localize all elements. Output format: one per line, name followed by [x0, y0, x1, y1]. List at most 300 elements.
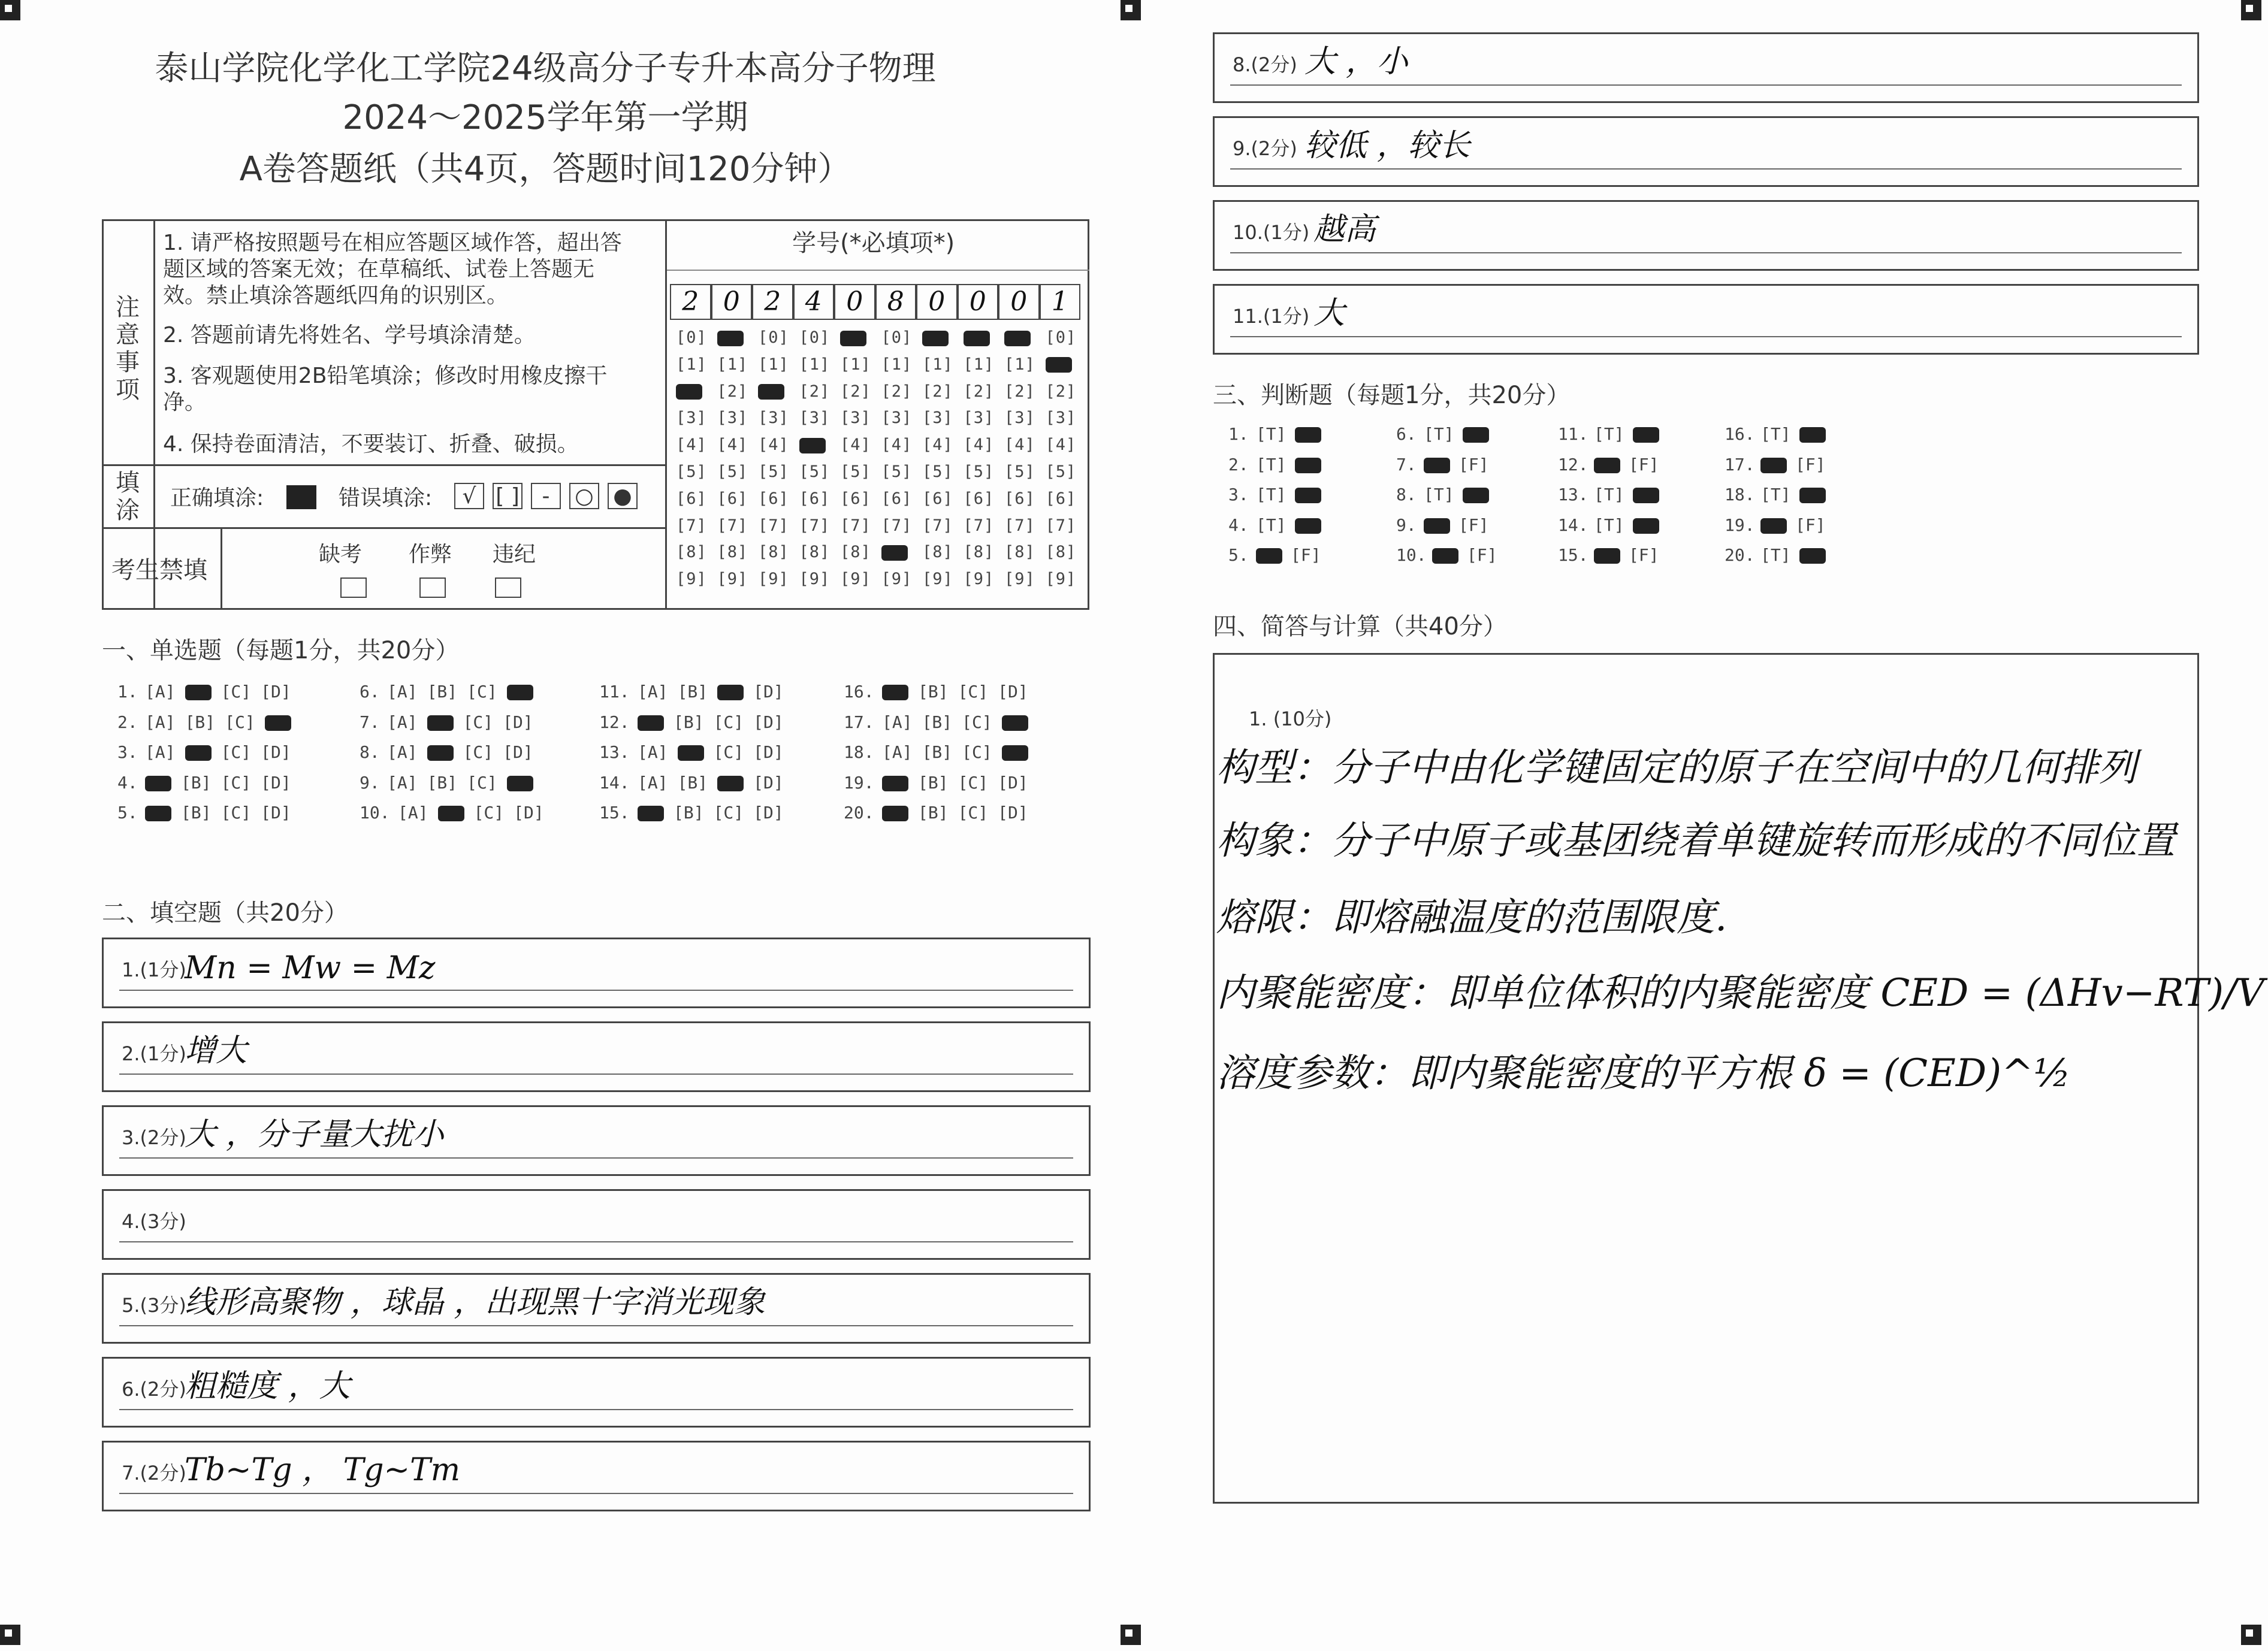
fill-blank-box[interactable] [102, 938, 1091, 1008]
mc-option-filled[interactable] [882, 776, 908, 791]
student-id-bubble[interactable]: [7] [758, 516, 789, 535]
student-id-bubble[interactable]: [2] [963, 382, 995, 401]
mc-option[interactable]: [B] [181, 803, 212, 823]
fill-blank-line [119, 1241, 1073, 1242]
mc-question-number: 19. [844, 772, 874, 793]
mc-option[interactable]: [A] [638, 682, 668, 701]
student-id-bubble[interactable]: [5] [1045, 462, 1077, 481]
mc-option[interactable]: [B] [427, 682, 458, 701]
student-id-bubble[interactable]: [9] [840, 570, 871, 589]
mc-option-filled[interactable] [1002, 715, 1028, 731]
tf-option-filled[interactable] [1295, 518, 1321, 534]
student-id-bubble[interactable]: [1] [963, 355, 995, 374]
student-id-bubble[interactable]: [4] [676, 436, 707, 455]
student-id-bubble-filled[interactable] [717, 328, 744, 347]
student-id-bubble-filled[interactable] [758, 382, 784, 401]
mc-option[interactable]: [C] [962, 712, 992, 732]
mc-question-row [599, 803, 793, 823]
student-id-bubble[interactable]: [9] [922, 570, 953, 589]
student-id-bubble[interactable]: [0] [676, 328, 707, 347]
mc-option[interactable]: [B] [922, 712, 953, 732]
tf-option[interactable]: [T] [1424, 424, 1454, 444]
mc-option[interactable]: [D] [998, 682, 1028, 701]
student-id-bubble[interactable]: [1] [881, 355, 913, 374]
mc-option[interactable]: [A] [387, 772, 418, 793]
mc-option-filled[interactable] [1002, 745, 1028, 761]
student-id-bubble[interactable]: [8] [963, 543, 995, 562]
mc-option[interactable]: [C] [958, 772, 989, 793]
student-id-digit: 0 [916, 284, 958, 320]
notice-item-2: 2. 答题前请先将姓名、学号填涂清楚。 [163, 323, 536, 347]
tf-option-filled[interactable] [1799, 427, 1826, 443]
mc-question-number: 2. [117, 712, 138, 732]
mc-option-filled[interactable] [438, 806, 464, 821]
student-id-bubble[interactable]: [4] [963, 436, 995, 455]
tf-option[interactable]: [F] [1629, 454, 1659, 474]
student-id-bubble[interactable]: [7] [1045, 516, 1077, 535]
student-id-bubble-filled[interactable] [964, 328, 990, 347]
student-id-bubble[interactable]: [3] [799, 409, 831, 428]
mc-option[interactable]: [C] [958, 803, 989, 823]
student-id-bubble[interactable]: [3] [840, 409, 871, 428]
fill-wrong-label: 错误填涂: [339, 486, 433, 510]
mc-option[interactable]: [D] [261, 742, 291, 762]
tf-option[interactable]: [F] [1629, 545, 1659, 565]
student-id-bubble[interactable]: [9] [963, 570, 995, 589]
student-id-bubble[interactable]: [6] [840, 489, 871, 508]
tf-option-filled[interactable] [1633, 488, 1659, 503]
tf-option[interactable]: [T] [1760, 485, 1791, 504]
student-id-bubble[interactable]: [5] [676, 462, 707, 481]
student-id-bubble[interactable]: [3] [922, 409, 953, 428]
mc-option-filled[interactable] [185, 745, 212, 761]
student-id-bubble[interactable]: [0] [799, 328, 831, 347]
fill-blank-line [119, 1409, 1073, 1410]
mc-option[interactable]: [A] [387, 742, 418, 762]
mc-option[interactable]: [B] [918, 803, 949, 823]
mc-option[interactable]: [B] [918, 682, 949, 701]
student-id-bubble[interactable]: [0] [1045, 328, 1077, 347]
student-id-bubble[interactable]: [5] [799, 462, 831, 481]
tf-option[interactable]: [T] [1594, 515, 1624, 535]
tf-option-filled[interactable] [1760, 458, 1787, 473]
mc-option[interactable]: [C] [713, 803, 744, 823]
student-id-bubble[interactable]: [9] [799, 570, 831, 589]
student-id-digit: 0 [958, 284, 999, 320]
student-id-bubble[interactable]: [6] [881, 489, 913, 508]
mc-option[interactable]: [D] [753, 682, 784, 701]
student-id-bubble[interactable]: [0] [758, 328, 789, 347]
tf-option[interactable]: [F] [1795, 515, 1826, 535]
fill-blank-answer: Mn = Mw = Mz [185, 950, 436, 986]
mc-question-row [117, 742, 301, 762]
mc-option[interactable]: [A] [145, 682, 176, 701]
student-id-bubble[interactable]: [6] [1045, 489, 1077, 508]
mc-question-row [360, 803, 554, 823]
student-id-bubble[interactable]: [9] [717, 570, 748, 589]
corner-mark-bottom-center [1121, 1625, 1141, 1645]
student-id-bubble[interactable]: [7] [922, 516, 953, 535]
mc-option[interactable]: [A] [882, 742, 913, 762]
mc-option[interactable]: [B] [677, 682, 708, 701]
student-id-bubble[interactable]: [2] [717, 382, 748, 401]
tf-option-filled[interactable] [1424, 458, 1450, 473]
section2-title: 二、填空题（共20分） [102, 899, 348, 927]
fill-blank-label: 5.(3分) [122, 1294, 186, 1317]
fill-blank-answer: 大 ，小 [1304, 44, 1408, 80]
tf-option-filled[interactable] [1295, 458, 1321, 473]
student-id-bubble[interactable]: [7] [1004, 516, 1035, 535]
mc-question-number: 6. [360, 682, 380, 701]
notice-label: 注意事项 [116, 294, 140, 404]
mc-option[interactable]: [D] [998, 803, 1028, 823]
forbidden-cheat: 作弊 [409, 542, 452, 567]
tf-question-row [1558, 545, 1668, 565]
student-id-bubble[interactable]: [2] [840, 382, 871, 401]
mc-option[interactable]: [D] [261, 682, 291, 701]
tf-option-filled[interactable] [1799, 548, 1826, 564]
tf-option-filled[interactable] [1799, 488, 1826, 503]
student-id-bubble[interactable]: [7] [963, 516, 995, 535]
forbidden-violation-box[interactable] [495, 577, 521, 598]
tf-option-filled[interactable] [1424, 518, 1450, 534]
student-id-bubble[interactable]: [4] [840, 436, 871, 455]
student-id-bubble[interactable]: [5] [922, 462, 953, 481]
mc-option[interactable]: [B] [677, 772, 708, 793]
student-id-bubble[interactable]: [7] [717, 516, 748, 535]
student-id-bubble[interactable]: [1] [758, 355, 789, 374]
mc-option[interactable]: [A] [638, 742, 668, 762]
student-id-bubble[interactable]: [5] [1004, 462, 1035, 481]
student-id-bubble[interactable]: [4] [922, 436, 953, 455]
mc-question-row [117, 712, 301, 732]
student-id-bubble[interactable]: [5] [758, 462, 789, 481]
tf-question-number: 3. [1228, 485, 1249, 504]
mc-option[interactable]: [B] [674, 803, 704, 823]
tf-option[interactable]: [F] [1467, 545, 1497, 565]
student-id-bubble-filled[interactable] [1046, 355, 1072, 374]
student-id-bubble[interactable]: [8] [1045, 543, 1077, 562]
mc-question-number: 18. [844, 742, 874, 762]
tf-option-filled[interactable] [1295, 427, 1321, 443]
mc-question-row [360, 742, 543, 762]
mc-option[interactable]: [C] [221, 742, 252, 762]
tf-option[interactable]: [T] [1594, 485, 1624, 504]
fill-blank-answer: 大 ，分子量大扰小 [185, 1117, 444, 1153]
mc-option[interactable]: [C] [221, 682, 252, 701]
student-id-bubble[interactable]: [9] [1045, 570, 1077, 589]
tf-question-row [1725, 424, 1834, 444]
fill-blank-answer: 大 [1313, 295, 1345, 331]
tf-option[interactable]: [F] [1458, 454, 1489, 474]
fill-blank-label: 9.(2分) [1233, 137, 1297, 160]
student-id-bubble[interactable]: [4] [1004, 436, 1035, 455]
mc-question-number: 16. [844, 682, 874, 701]
tf-option[interactable]: [F] [1458, 515, 1489, 535]
student-id-bubble[interactable]: [9] [758, 570, 789, 589]
student-id-bubble[interactable]: [8] [717, 543, 748, 562]
fill-blank-label: 8.(2分) [1233, 53, 1297, 76]
mc-option[interactable]: [C] [958, 682, 989, 701]
forbidden-absent: 缺考 [319, 542, 363, 567]
mc-option[interactable]: [D] [753, 772, 784, 793]
student-id-bubble-filled[interactable] [799, 436, 826, 454]
student-id-bubble-filled[interactable] [676, 382, 702, 401]
mc-option[interactable]: [C] [221, 772, 252, 793]
mc-option[interactable]: [C] [463, 712, 494, 732]
student-id-bubble[interactable]: [9] [1004, 570, 1035, 589]
tf-option-filled[interactable] [1256, 548, 1282, 564]
exam-title-line2: 2024～2025学年第一学期 [342, 98, 748, 137]
essay-q1-label: 1. (10分) [1249, 707, 1332, 730]
tf-question-number: 8. [1396, 485, 1417, 504]
tf-question-row [1558, 485, 1668, 504]
student-id-bubble[interactable]: [7] [881, 516, 913, 535]
tf-option[interactable]: [T] [1256, 485, 1286, 504]
mc-option[interactable]: [D] [503, 742, 533, 762]
mc-option-filled[interactable] [638, 715, 664, 731]
tf-option[interactable]: [T] [1594, 424, 1624, 444]
student-id-bubble-filled[interactable] [881, 543, 908, 561]
mc-option[interactable]: [D] [753, 712, 784, 732]
student-id-bubble[interactable]: [6] [676, 489, 707, 508]
mc-option[interactable]: [C] [713, 742, 744, 762]
tf-option[interactable]: [T] [1256, 454, 1286, 474]
mc-option-filled[interactable] [145, 806, 171, 821]
student-id-bubble[interactable]: [5] [840, 462, 871, 481]
mc-option-filled[interactable] [882, 685, 908, 700]
student-id-bubble[interactable]: [6] [799, 489, 831, 508]
student-id-bubble[interactable]: [2] [1004, 382, 1035, 401]
fill-blank-label: 10.(1分) [1233, 221, 1310, 244]
student-id-bubble[interactable]: [8] [1004, 543, 1035, 562]
mc-question-row [844, 773, 1038, 793]
student-id-bubble[interactable]: [5] [717, 462, 748, 481]
mc-option[interactable]: [D] [261, 772, 291, 793]
mc-option[interactable]: [C] [221, 803, 252, 823]
student-id-bubble-filled[interactable] [1004, 328, 1031, 347]
mc-option[interactable]: [B] [181, 772, 212, 793]
mc-option-filled[interactable] [427, 715, 454, 731]
forbidden-absent-box[interactable] [340, 577, 367, 598]
essay-line-3: 熔限：即熔融温度的范围限度. [1216, 896, 1728, 940]
mc-question-number: 8. [360, 742, 380, 762]
mc-option-filled[interactable] [638, 806, 664, 821]
corner-mark-top-center [1121, 0, 1141, 20]
student-id-bubble[interactable]: [1] [1004, 355, 1035, 374]
student-id-bubble[interactable]: [9] [881, 570, 913, 589]
mc-option[interactable]: [C] [463, 742, 494, 762]
mc-option[interactable]: [D] [998, 772, 1028, 793]
tf-option-filled[interactable] [1594, 548, 1620, 564]
student-id-bubble[interactable]: [2] [799, 382, 831, 401]
mc-question-row [360, 682, 543, 701]
student-id-bubble[interactable]: [4] [758, 436, 789, 455]
student-id-bubble[interactable]: [1] [840, 355, 871, 374]
student-id-bubble[interactable]: [6] [963, 489, 995, 508]
fill-blank-line [1230, 252, 2182, 253]
student-id-bubble[interactable]: [0] [881, 328, 913, 347]
mc-option[interactable]: [C] [467, 682, 497, 701]
fill-blank-line [119, 1074, 1073, 1075]
mc-option[interactable]: [D] [753, 803, 784, 823]
student-id-bubble[interactable]: [6] [717, 489, 748, 508]
mc-option[interactable]: [A] [387, 712, 418, 732]
student-id-bubble[interactable]: [4] [1045, 436, 1077, 455]
student-id-bubble[interactable]: [6] [1004, 489, 1035, 508]
student-id-bubble[interactable]: [3] [963, 409, 995, 428]
student-id-digit: 2 [670, 284, 711, 320]
student-id-bubble[interactable]: [3] [758, 409, 789, 428]
mc-option-filled[interactable] [265, 715, 291, 731]
mc-option[interactable]: [B] [922, 742, 953, 762]
student-id-bubble[interactable]: [1] [717, 355, 748, 374]
mc-option[interactable]: [C] [225, 712, 255, 732]
tf-option[interactable]: [T] [1424, 485, 1454, 504]
mc-option[interactable]: [D] [261, 803, 291, 823]
student-id-digit: 0 [834, 284, 875, 320]
student-id-bubble[interactable]: [7] [676, 516, 707, 535]
fill-blank-box[interactable] [102, 1189, 1091, 1260]
mc-question-row [117, 803, 301, 823]
tf-question-row [1228, 515, 1330, 535]
tf-option-filled[interactable] [1633, 518, 1659, 534]
tf-option[interactable]: [T] [1760, 545, 1791, 565]
student-id-bubble[interactable]: [8] [676, 543, 707, 562]
student-id-bubble-filled[interactable] [840, 328, 866, 347]
fill-correct-label: 正确填涂: [170, 486, 264, 510]
fill-blank-label: 11.(1分) [1233, 305, 1310, 328]
mc-option[interactable]: [D] [503, 712, 533, 732]
student-id-bubble[interactable]: [1] [676, 355, 707, 374]
student-id-bubble[interactable]: [3] [717, 409, 748, 428]
fill-blank-box[interactable] [1213, 32, 2199, 103]
student-id-bubble[interactable]: [3] [1045, 409, 1077, 428]
student-id-bubble[interactable]: [6] [758, 489, 789, 508]
student-id-bubble[interactable]: [5] [881, 462, 913, 481]
student-id-bubble[interactable]: [1] [799, 355, 831, 374]
tf-option[interactable]: [F] [1795, 454, 1826, 474]
student-id-bubble[interactable]: [8] [922, 543, 953, 562]
tf-option-filled[interactable] [1633, 427, 1659, 443]
mc-option-filled[interactable] [507, 776, 533, 791]
student-id-bubble[interactable]: [8] [840, 543, 871, 562]
fill-blank-box[interactable] [102, 1273, 1091, 1344]
tf-option[interactable]: [F] [1291, 545, 1321, 565]
student-id-bubble[interactable]: [3] [881, 409, 913, 428]
mc-option[interactable]: [D] [753, 742, 784, 762]
mc-option[interactable]: [C] [467, 772, 497, 793]
student-id-bubble[interactable]: [8] [799, 543, 831, 562]
student-id-bubble[interactable]: [1] [922, 355, 953, 374]
mc-option[interactable]: [B] [918, 772, 949, 793]
student-id-bubble[interactable]: [7] [799, 516, 831, 535]
tf-question-row [1228, 424, 1330, 444]
mc-option-filled[interactable] [185, 685, 212, 700]
fill-blank-box[interactable] [102, 1441, 1091, 1511]
student-id-bubble[interactable]: [2] [1045, 382, 1077, 401]
mc-option[interactable]: [B] [427, 772, 458, 793]
fill-blank-line [119, 1493, 1073, 1494]
fill-blank-box[interactable] [102, 1021, 1091, 1092]
mc-option-filled[interactable] [717, 685, 744, 700]
student-id-bubble[interactable]: [7] [840, 516, 871, 535]
tf-option[interactable]: [T] [1256, 515, 1286, 535]
student-id-bubble[interactable]: [6] [922, 489, 953, 508]
fill-guide-label: 填涂 [116, 469, 140, 524]
student-id-bubble[interactable]: [4] [717, 436, 748, 455]
student-id-bubble[interactable]: [8] [758, 543, 789, 562]
mc-option[interactable]: [C] [962, 742, 992, 762]
fill-blank-line [119, 1157, 1073, 1159]
student-id-bubble[interactable]: [2] [881, 382, 913, 401]
mc-question-row [599, 712, 793, 732]
mc-option[interactable]: [A] [145, 742, 176, 762]
mc-option-filled[interactable] [427, 745, 454, 761]
fill-blank-box[interactable] [1213, 116, 2199, 187]
student-id-bubble[interactable]: [4] [881, 436, 913, 455]
mc-option[interactable]: [A] [145, 712, 176, 732]
mc-option[interactable]: [B] [674, 712, 704, 732]
mc-option-filled[interactable] [678, 745, 704, 761]
exam-title-line1: 泰山学院化学化工学院24级高分子专升本高分子物理 [155, 49, 936, 88]
mc-question-row [844, 742, 1038, 762]
mc-option[interactable]: [B] [185, 712, 216, 732]
fill-blank-box[interactable] [102, 1105, 1091, 1176]
mc-option[interactable]: [A] [398, 803, 428, 823]
fill-blank-box[interactable] [1213, 200, 2199, 271]
fill-correct-sample [286, 485, 316, 509]
tf-option[interactable]: [T] [1256, 424, 1286, 444]
student-id-bubble[interactable]: [3] [676, 409, 707, 428]
mc-option[interactable]: [A] [882, 712, 913, 732]
mc-option[interactable]: [C] [473, 803, 505, 823]
mc-option[interactable]: [D] [514, 803, 544, 823]
fill-blank-answer: 增大 [185, 1033, 247, 1069]
tf-option-filled[interactable] [1463, 488, 1489, 503]
mc-option[interactable]: [C] [713, 712, 744, 732]
mc-option-filled[interactable] [717, 776, 744, 791]
fill-blank-label: 3.(2分) [122, 1126, 186, 1149]
mc-option-filled[interactable] [507, 685, 533, 700]
tf-question-number: 6. [1396, 424, 1417, 444]
tf-option[interactable]: [T] [1760, 424, 1791, 444]
forbidden-cheat-box[interactable] [419, 577, 446, 598]
student-id-bubble-filled[interactable] [922, 328, 949, 347]
mc-question-number: 15. [599, 803, 630, 823]
tf-option-filled[interactable] [1594, 458, 1620, 473]
student-id-bubble[interactable]: [5] [963, 462, 995, 481]
section3-title: 三、判断题（每题1分，共20分） [1213, 382, 1571, 409]
tf-option-filled[interactable] [1432, 548, 1458, 564]
student-id-bubble[interactable]: [3] [1004, 409, 1035, 428]
tf-option-filled[interactable] [1463, 427, 1489, 443]
mc-option-filled[interactable] [882, 806, 908, 821]
tf-option-filled[interactable] [1295, 488, 1321, 503]
corner-mark-bottom-left [0, 1625, 20, 1645]
student-id-bubble[interactable]: [2] [922, 382, 953, 401]
mc-option[interactable]: [A] [638, 772, 668, 793]
mc-option-filled[interactable] [145, 776, 171, 791]
tf-option-filled[interactable] [1760, 518, 1787, 534]
mc-question-row [599, 682, 793, 701]
fill-blank-box[interactable] [102, 1357, 1091, 1428]
tf-question-row [1725, 485, 1834, 504]
tf-question-row [1725, 515, 1834, 535]
mc-option[interactable]: [A] [387, 682, 418, 701]
student-id-bubble[interactable]: [9] [676, 570, 707, 589]
fill-blank-box[interactable] [1213, 284, 2199, 355]
